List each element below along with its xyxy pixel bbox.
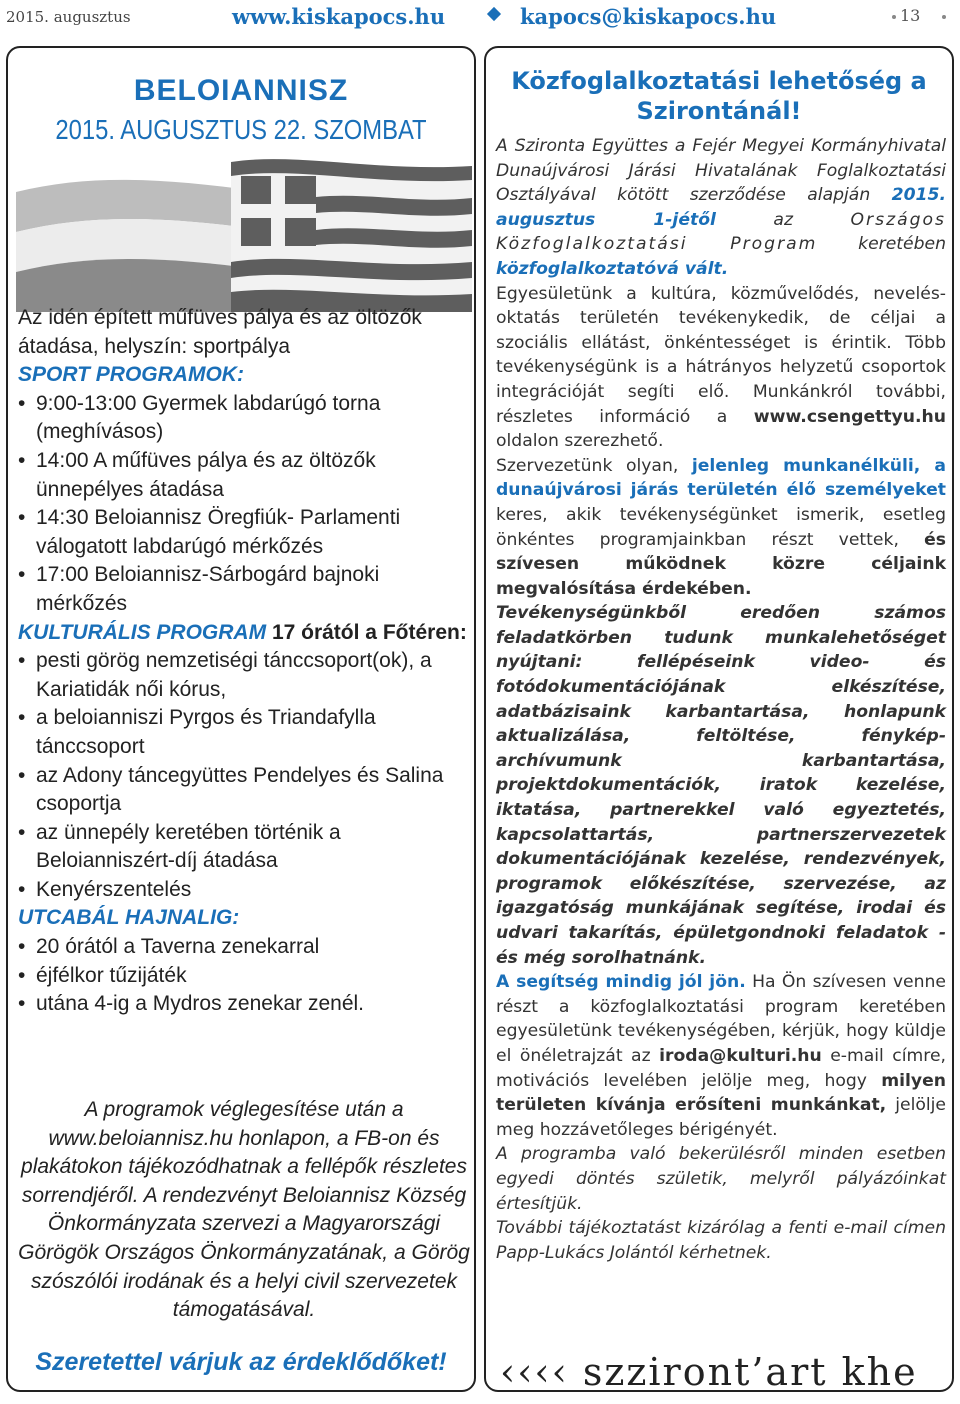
text-span: keres, akik tevékenységünket ismerik, esetleg önkéntes programjainkban részt vettek, <box>496 504 946 550</box>
culture-heading-line <box>18 619 470 648</box>
list-item: • éjfélkor tűzijáték <box>18 962 470 991</box>
list-item: • az Adony táncegyüttes Pendelyes és Salina csoportja <box>18 762 470 819</box>
website-link[interactable]: www.kiskapocs.hu <box>232 4 446 29</box>
list-item: • 17:00 Beloiannisz-Sárbogárd bajnoki mérkőzés <box>18 561 470 618</box>
highlight-text: milyen területen kívánja erősíteni munkánkat, <box>496 1070 947 1116</box>
intro-text: Az idén épített műfüves pálya és az öltözők átadása, helyszín: sportpálya <box>18 306 422 358</box>
paragraph <box>496 282 946 454</box>
page-number: 13 <box>900 6 921 25</box>
highlight-text: A segítség mindig jól jön. <box>496 972 746 993</box>
text-span: e-mail címre, motivációs levelében jelölje meg, hogy <box>496 1045 947 1091</box>
text-span: az <box>773 209 793 230</box>
list-item: • pesti görög nemzetiségi tánccsoport(ok), a Kariatidák női kórus, <box>18 647 470 704</box>
highlight-date: 2015. augusztus 1-jétől <box>496 185 946 230</box>
list-item: • 20 órától a Taverna zenekarral <box>18 933 470 962</box>
text-span: Szervezetünk olyan, <box>496 455 679 476</box>
program-name: Országos Közfoglalkoztatási Program <box>496 209 946 255</box>
text-span: oldalon szerezhető. <box>496 431 664 452</box>
page-header <box>0 0 960 36</box>
flags-image <box>16 152 472 312</box>
paragraph <box>496 454 946 602</box>
highlight-text: és szívesen működnek közre céljaink megvalósítása érdekében. <box>496 529 946 599</box>
text-span: Ha Ön szívesen venne részt a közfoglalkoztatási program keretében egyesületünk tevékenységében, kérjük, hogy küldje el önéletrajzát az <box>496 972 946 1066</box>
text-span: Egyesületünk a kultúra, közművelődés, nevelés-oktatás területén tevékenykedik, de céljai a szociális ellátást, önkéntességet is érintik. Több tevékenységünk is a hátrányos helyzetű csoportok integrációját segíti elő. Munkánkról további, részletes információ a <box>496 283 946 427</box>
sport-heading: SPORT PROGRAMOK: <box>18 363 244 387</box>
email-address[interactable]: iroda@kulturi.hu <box>659 1045 822 1066</box>
szironta-logo: ‹‹‹‹ szziront’art khe <box>500 1350 918 1394</box>
paragraph: Tevékenységünkből eredően számos feladatkörben tudunk munkalehetőséget nyújtani: fellépéseink video- és fotódokumentációjának elkészítése, adatbázisaink karbantartása, honlapunk aktualizálása, feltöltése, fénykép-archívumunk karbantartása, projektdokumentációk, iratok kezelése, iktatása, partnerekkel való egyeztetés, kapcsolattartás, partnerszervezetek dokumentációjának kezelése, rendezvények, programok előkészítése, szervezése, az igazgatóság munkájának segítése, irodai és udvari takarítás, épületgondnoki feladatok - és még sorolhatnánk. <box>496 603 946 968</box>
csengettyu-link[interactable]: www.csengettyu.hu <box>753 406 946 427</box>
text-span: jelölje meg hozzávetőleges bérigényét. <box>496 1095 946 1140</box>
event-program <box>18 304 470 1019</box>
list-item: • utána 4-ig a Mydros zenekar zenél. <box>18 990 470 1019</box>
email-link[interactable]: kapocs@kiskapocs.hu <box>520 4 777 29</box>
beloiannisz-event-box <box>6 46 476 1392</box>
closing-note: A programok véglegesítése után a www.beloiannisz.hu honlapon, a FB-on és plakátokon tájékozódhatnak a fellépők részletes sorrendjéről. A rendezvényt Beloiannisz Község Önkormányzata szervezi a Magyarországi Görögök Országos Önkormányzatának, a Görög szószólói irodának és a helyi civil szervezetek támogatásával. <box>18 1098 470 1322</box>
welcome-line: Szeretettel várjuk az érdeklődőket! <box>35 1348 447 1376</box>
paragraph <box>496 970 946 1142</box>
diamond-separator-icon <box>487 7 501 21</box>
dot-icon <box>942 15 946 19</box>
highlight-text: közfoglalkoztatóvá vált. <box>496 258 729 279</box>
list-item: • a beloianniszi Pyrgos és Triandafylla tánccsoport <box>18 704 470 761</box>
paragraph: A programba való bekerülésről minden esetben egyedi döntés születik, melyről pályázóinkat értesítjük. <box>496 1144 946 1214</box>
public-work-title: Közfoglalkoztatási lehetőség a Szirontánál! <box>511 67 927 125</box>
list-item: • 14:00 A műfüves pálya és az öltözők ünnepélyes átadása <box>18 447 470 504</box>
text-span: A Szironta Együttes a Fejér Megyei Kormányhivatal Dunaújvárosi Járási Hivatalának Foglalkoztatási Osztályával kötött szerződése alapján <box>496 136 946 206</box>
event-date: 2015. AUGUSZTUS 22. SZOMBAT <box>55 114 427 145</box>
list-item: • Kenyérszentelés <box>18 876 470 905</box>
list-item: • 9:00-13:00 Gyermek labdarúgó torna (meghívásos) <box>18 390 470 447</box>
highlight-text: jelenleg munkanélküli, a dunaújvárosi járás területén élő személyeket <box>496 455 946 501</box>
public-work-box <box>484 46 954 1392</box>
street-ball-heading: UTCABÁL HAJNALIG: <box>18 906 240 930</box>
dot-icon <box>892 15 896 19</box>
paragraph: További tájékoztatást kizárólag a fenti e-mail címen Papp-Lukács Jolántól kérhetnek. <box>496 1218 946 1263</box>
paragraph <box>496 134 946 282</box>
list-item: • 14:30 Beloiannisz Öregfiúk- Parlamenti válogatott labdarúgó mérkőzés <box>18 504 470 561</box>
event-title: BELOIANNISZ <box>133 74 349 107</box>
public-work-body <box>496 134 946 1265</box>
culture-heading-tail: 17 órától a Főtéren: <box>271 620 467 644</box>
flags-illustration <box>16 152 472 312</box>
text-span: keretében <box>858 234 946 255</box>
culture-heading: KULTURÁLIS PROGRAM <box>18 620 267 644</box>
list-item: • az ünnepély keretében történik a Beloianniszért-díj átadása <box>18 819 470 876</box>
issue-date: 2015. augusztus <box>6 8 131 26</box>
